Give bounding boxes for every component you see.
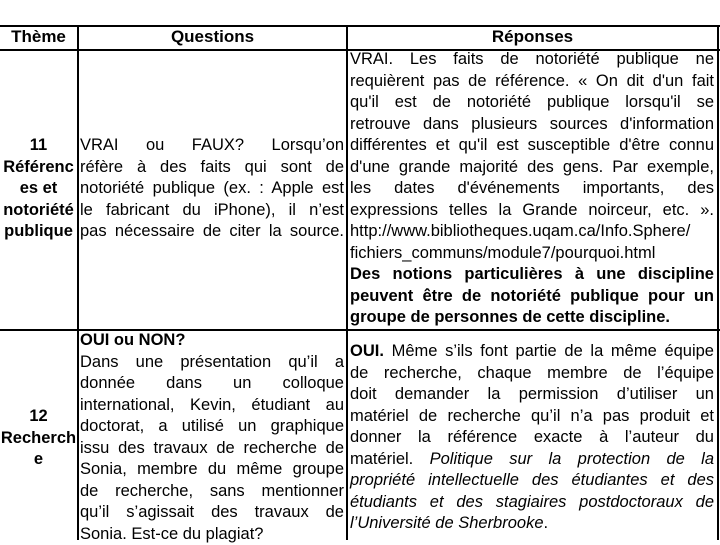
answer-mixed-start: matériel. xyxy=(350,450,430,468)
question-line: Sonia. Est-ce du plagiat? xyxy=(80,524,344,545)
answer-line: donner la référence exacte à l’auteur du xyxy=(350,427,714,449)
row-11-answer xyxy=(350,49,714,329)
question-line: qu’il s’agissait des travaux de xyxy=(80,502,344,524)
answer-italic-line: propriété intellectuelle des étudiantes et des xyxy=(350,470,714,492)
answer-line: expressions telles la Grande noirceur, etc. ». xyxy=(350,200,714,222)
question-line: Sonia, membre du même groupe xyxy=(80,459,344,481)
question-line: doctorat, a utilisé un graphique xyxy=(80,416,344,438)
answer-line: qu'il est de notoriété publique lorsqu'il se xyxy=(350,92,714,114)
answer-line xyxy=(350,341,714,363)
question-line: de recherche, sans mentionner xyxy=(80,481,344,503)
answer-line: de recherche, chaque membre de l’équipe xyxy=(350,363,714,385)
answer-line: requièrent pas de référence. « On dit d'un fait xyxy=(350,71,714,93)
theme-line: Recherch xyxy=(0,428,77,450)
question-line: Dans une présentation qu’il a xyxy=(80,352,344,374)
question-line: notoriété publique (ex. : Apple est xyxy=(80,178,344,200)
answer-bold-line: peuvent être de notoriété publique pour un xyxy=(350,286,714,308)
answer-italic-line: étudiants et des stagiaires postdoctoraux de xyxy=(350,492,714,514)
answer-line: d'une grande majorité des gens. Par exemple, xyxy=(350,157,714,179)
question-line: le fabricant du iPhone), il n’est xyxy=(80,200,344,222)
answer-line: doit demander la permission d’utiliser un xyxy=(350,384,714,406)
theme-line: Référenc xyxy=(0,157,77,179)
answer-line: les dates d'événements importants, des xyxy=(350,178,714,200)
answer-line: différentes et qu'il est susceptible d'être connu xyxy=(350,135,714,157)
answer-bold-line: Des notions particulières à une discipline xyxy=(350,264,714,286)
answer-url-line: fichiers_communs/module7/pourquoi.html xyxy=(350,243,714,265)
answer-line: VRAI. Les faits de notoriété publique ne xyxy=(350,49,714,71)
theme-line: publique xyxy=(0,221,77,243)
header-responses: Réponses xyxy=(348,25,717,49)
answer-lead: OUI. xyxy=(350,342,384,360)
question-line: OUI ou NON? xyxy=(80,330,344,352)
row-11-question xyxy=(80,135,344,243)
question-line: donnée dans un colloque xyxy=(80,373,344,395)
row-12-question xyxy=(80,330,344,545)
answer-end: . xyxy=(544,514,549,532)
question-line: pas nécessaire de citer la source. xyxy=(80,221,344,243)
theme-line: e xyxy=(0,449,77,471)
answer-line: retrouve dans plusieurs sources d'information xyxy=(350,114,714,136)
answer-bold-line: groupe de personnes de cette discipline. xyxy=(350,307,714,329)
answer-first-rest: Même s’ils font partie de la même équipe xyxy=(384,342,714,360)
theme-line: 12 xyxy=(0,406,77,428)
row-12-theme xyxy=(0,406,77,471)
header-theme: Thème xyxy=(0,25,77,49)
answer-line xyxy=(350,449,714,471)
answer-italic-part: Politique sur la protection de la xyxy=(430,450,714,468)
question-line: VRAI ou FAUX? Lorsqu’on xyxy=(80,135,344,157)
question-line: international, Kevin, étudiant au xyxy=(80,395,344,417)
theme-line: notoriété xyxy=(0,200,77,222)
question-line: réfère à des faits qui sont de xyxy=(80,157,344,179)
table-right-border xyxy=(717,25,719,540)
header-questions: Questions xyxy=(79,25,346,49)
answer-url-line: http://www.bibliotheques.uqam.ca/Info.Sphere/ xyxy=(350,221,714,243)
column-divider-1 xyxy=(77,25,79,540)
theme-line: es et xyxy=(0,178,77,200)
answer-line: matériel de recherche qu’il n’a pas produit et xyxy=(350,406,714,428)
row-11-theme xyxy=(0,135,77,243)
column-divider-2 xyxy=(346,25,348,540)
answer-italic-part: l’Université de Sherbrooke xyxy=(350,514,544,532)
theme-line: 11 xyxy=(0,135,77,157)
row-12-answer xyxy=(350,341,714,535)
question-line: issu des travaux de recherche de xyxy=(80,438,344,460)
answer-line xyxy=(350,513,714,535)
